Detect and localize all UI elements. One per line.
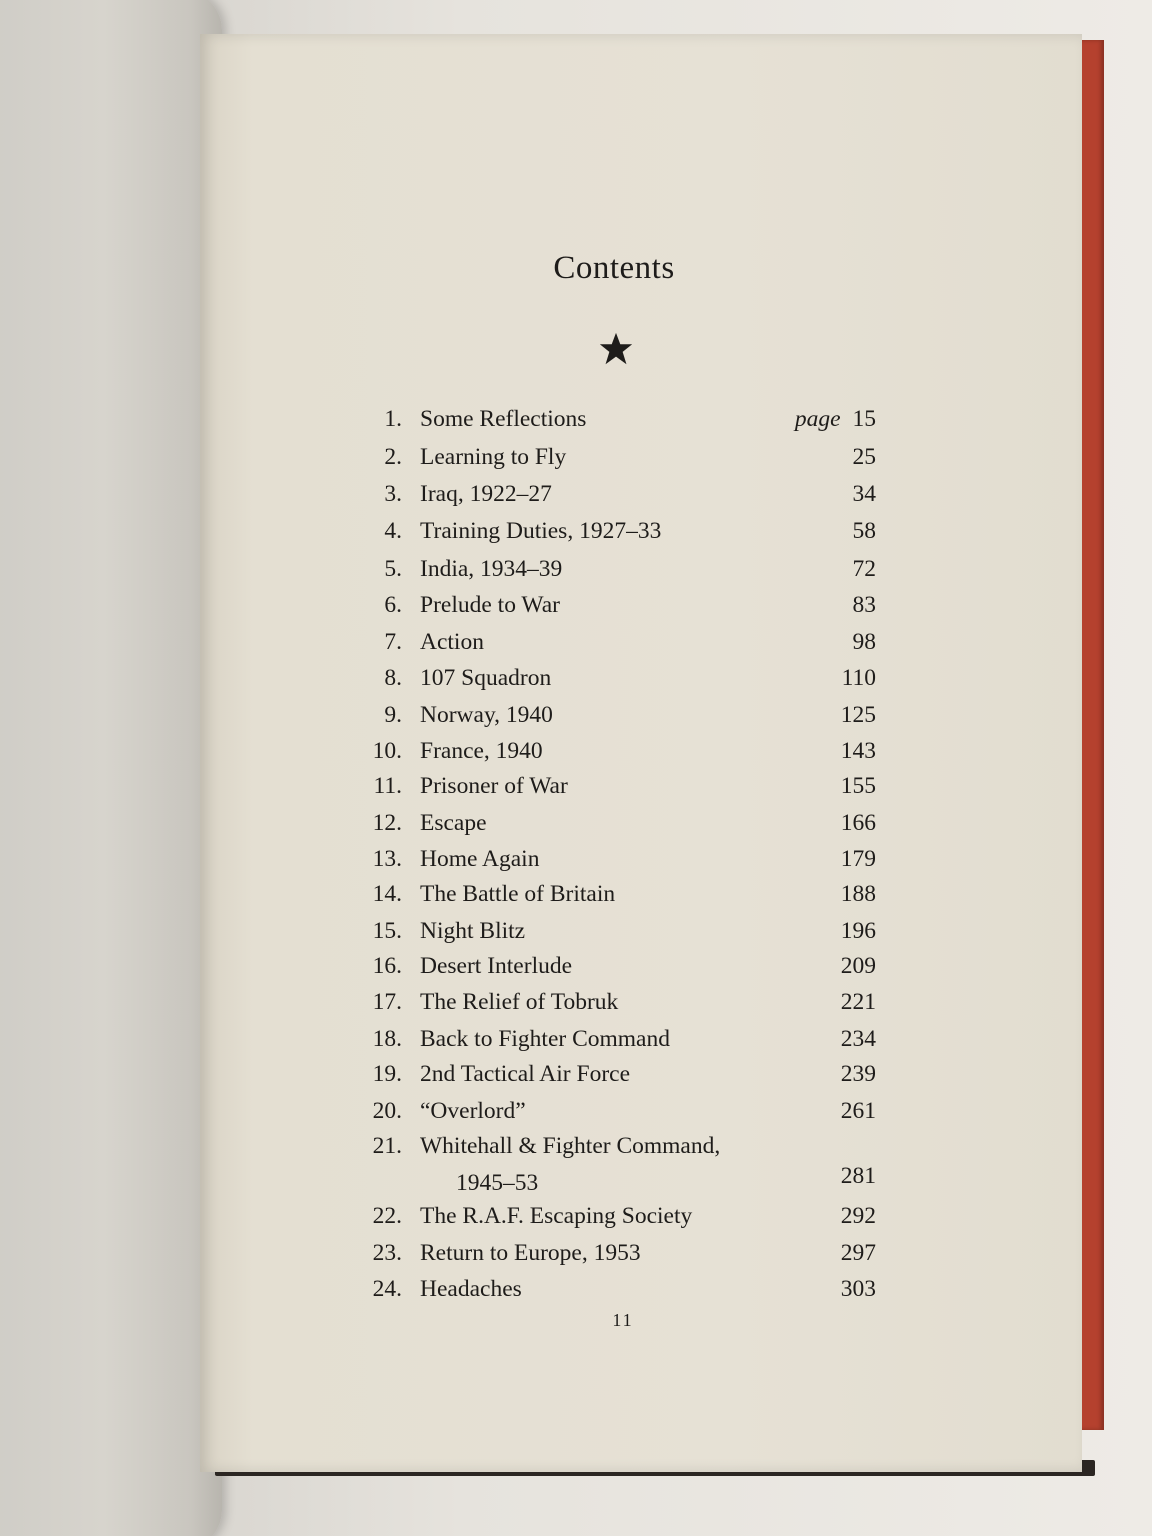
page-reference [841, 846, 876, 873]
chapter-title: Desert Interlude [420, 953, 573, 979]
page-reference [841, 1026, 876, 1053]
page-number-value: 110 [841, 665, 876, 691]
toc-entry [350, 773, 890, 807]
page-number-value: 297 [840, 1240, 876, 1266]
toc-entry [350, 665, 890, 699]
chapter-number: 3. [384, 481, 402, 507]
chapter-title: Iraq, 1922–27 [420, 481, 552, 507]
chapter-number: 14. [372, 881, 402, 907]
chapter-title: Return to Europe, 1953 [420, 1240, 641, 1266]
toc-entry [350, 1240, 890, 1274]
page-reference [841, 1203, 876, 1230]
chapter-title: Prelude to War [420, 592, 560, 618]
chapter-number: 23. [372, 1240, 402, 1266]
chapter-title: “Overlord” [420, 1098, 526, 1124]
page-number-value: 166 [840, 810, 876, 836]
toc-entry [350, 1061, 890, 1095]
page-reference [841, 1061, 876, 1088]
page-number-value: 98 [852, 629, 876, 655]
chapter-number: 13. [372, 846, 402, 872]
chapter-title: Home Again [420, 846, 540, 872]
page-number-value: 196 [840, 918, 876, 944]
chapter-number: 15. [372, 918, 402, 944]
chapter-number: 11. [373, 773, 402, 799]
chapter-title: Escape [420, 810, 487, 836]
chapter-title: Night Blitz [420, 918, 526, 944]
toc-entry [350, 629, 890, 663]
chapter-number: 1. [384, 406, 402, 432]
chapter-21-continuation-title: 1945–53 [456, 1170, 539, 1196]
previous-page [0, 0, 222, 1536]
page-reference [841, 918, 876, 945]
chapter-title: Some Reflections [420, 406, 587, 432]
page-number-value: 221 [840, 989, 876, 1015]
chapter-number: 16. [372, 953, 402, 979]
chapter-number: 10. [372, 738, 402, 764]
toc-entry [350, 481, 890, 515]
chapter-title: The Battle of Britain [420, 881, 616, 907]
page-reference [853, 444, 877, 471]
page-reference [853, 556, 877, 583]
toc-entry [350, 1276, 890, 1310]
page-reference [795, 406, 876, 433]
chapter-number: 19. [372, 1061, 402, 1087]
chapter-title: Norway, 1940 [420, 702, 553, 728]
chapter-title: 2nd Tactical Air Force [420, 1061, 631, 1087]
toc-entry [350, 1203, 890, 1237]
page-number-value: 125 [840, 702, 876, 728]
chapter-number: 17. [372, 989, 402, 1015]
chapter-title: France, 1940 [420, 738, 543, 764]
chapter-number: 18. [372, 1026, 402, 1052]
chapter-title: Training Duties, 1927–33 [420, 518, 662, 544]
page-number-value: 179 [840, 846, 876, 872]
chapter-number: 4. [384, 518, 402, 544]
chapter-title: Action [420, 629, 484, 655]
chapter-number: 21. [372, 1133, 402, 1159]
chapter-title: Learning to Fly [420, 444, 567, 470]
page-number-value: 261 [840, 1098, 876, 1124]
page-number-value: 58 [852, 518, 876, 544]
page-number-value: 34 [852, 481, 876, 507]
chapter-number: 22. [372, 1203, 402, 1229]
chapter-21-continuation-row [350, 1163, 890, 1197]
toc-entry [350, 989, 890, 1023]
page-reference [841, 1276, 876, 1303]
page-reference [853, 518, 877, 545]
chapter-number: 7. [384, 629, 402, 655]
chapter-title: India, 1934–39 [420, 556, 563, 582]
toc-entry [350, 702, 890, 736]
star-icon [597, 330, 635, 368]
chapter-number: 9. [384, 702, 402, 728]
page-reference [853, 629, 877, 656]
toc-entry [350, 556, 890, 590]
page-number-value: 15 [852, 406, 876, 432]
toc-entry [350, 881, 890, 915]
chapter-title: The Relief of Tobruk [420, 989, 619, 1015]
chapter-number: 2. [384, 444, 402, 470]
page-reference [841, 953, 876, 980]
page-number-value: 155 [840, 773, 876, 799]
chapter-title: Prisoner of War [420, 773, 568, 799]
page-reference [841, 702, 876, 729]
chapter-title: Back to Fighter Command [420, 1026, 670, 1052]
page-reference [841, 1098, 876, 1125]
toc-entry [350, 918, 890, 952]
chapter-number: 8. [384, 665, 402, 691]
chapter-number: 20. [372, 1098, 402, 1124]
chapter-number: 12. [372, 810, 402, 836]
toc-entry [350, 1098, 890, 1132]
toc-entry [350, 846, 890, 880]
page-reference [841, 738, 876, 765]
toc-entry [350, 1133, 890, 1167]
page-reference [841, 989, 876, 1016]
page-number-value: 209 [840, 953, 876, 979]
page-number-value: 234 [840, 1026, 876, 1052]
page-number-value: 143 [840, 738, 876, 764]
chapter-21-page-number: 281 [840, 1163, 876, 1189]
toc-entry [350, 406, 890, 440]
page-number-value: 188 [840, 881, 876, 907]
page-reference [841, 773, 876, 800]
page-number-value: 25 [852, 444, 876, 470]
chapter-number: 6. [384, 592, 402, 618]
page-reference [853, 481, 877, 508]
page-number-value: 292 [840, 1203, 876, 1229]
chapter-number: 5. [384, 556, 402, 582]
chapter-title: 107 Squadron [420, 665, 552, 691]
page-title: Contents [553, 250, 675, 286]
toc-entry [350, 810, 890, 844]
toc-entry [350, 592, 890, 626]
chapter-title: Whitehall & Fighter Command, [420, 1133, 721, 1159]
toc-entry [350, 444, 890, 478]
chapter-title: The R.A.F. Escaping Society [420, 1203, 693, 1229]
page-number-value: 303 [840, 1276, 876, 1302]
page-number-value: 72 [852, 556, 876, 582]
page-number: 11 [612, 1310, 634, 1330]
toc-entry [350, 953, 890, 987]
chapter-number: 24. [372, 1276, 402, 1302]
page-reference [853, 592, 877, 619]
page-reference [841, 810, 876, 837]
page-label: page [794, 406, 841, 432]
page-number-value: 239 [840, 1061, 876, 1087]
chapter-title: Headaches [420, 1276, 522, 1302]
toc-entry [350, 738, 890, 772]
page-reference [842, 665, 876, 692]
page-reference [841, 1240, 876, 1267]
page-number-value: 83 [852, 592, 876, 618]
toc-entry [350, 1026, 890, 1060]
toc-entry [350, 518, 890, 552]
page-reference [841, 881, 876, 908]
